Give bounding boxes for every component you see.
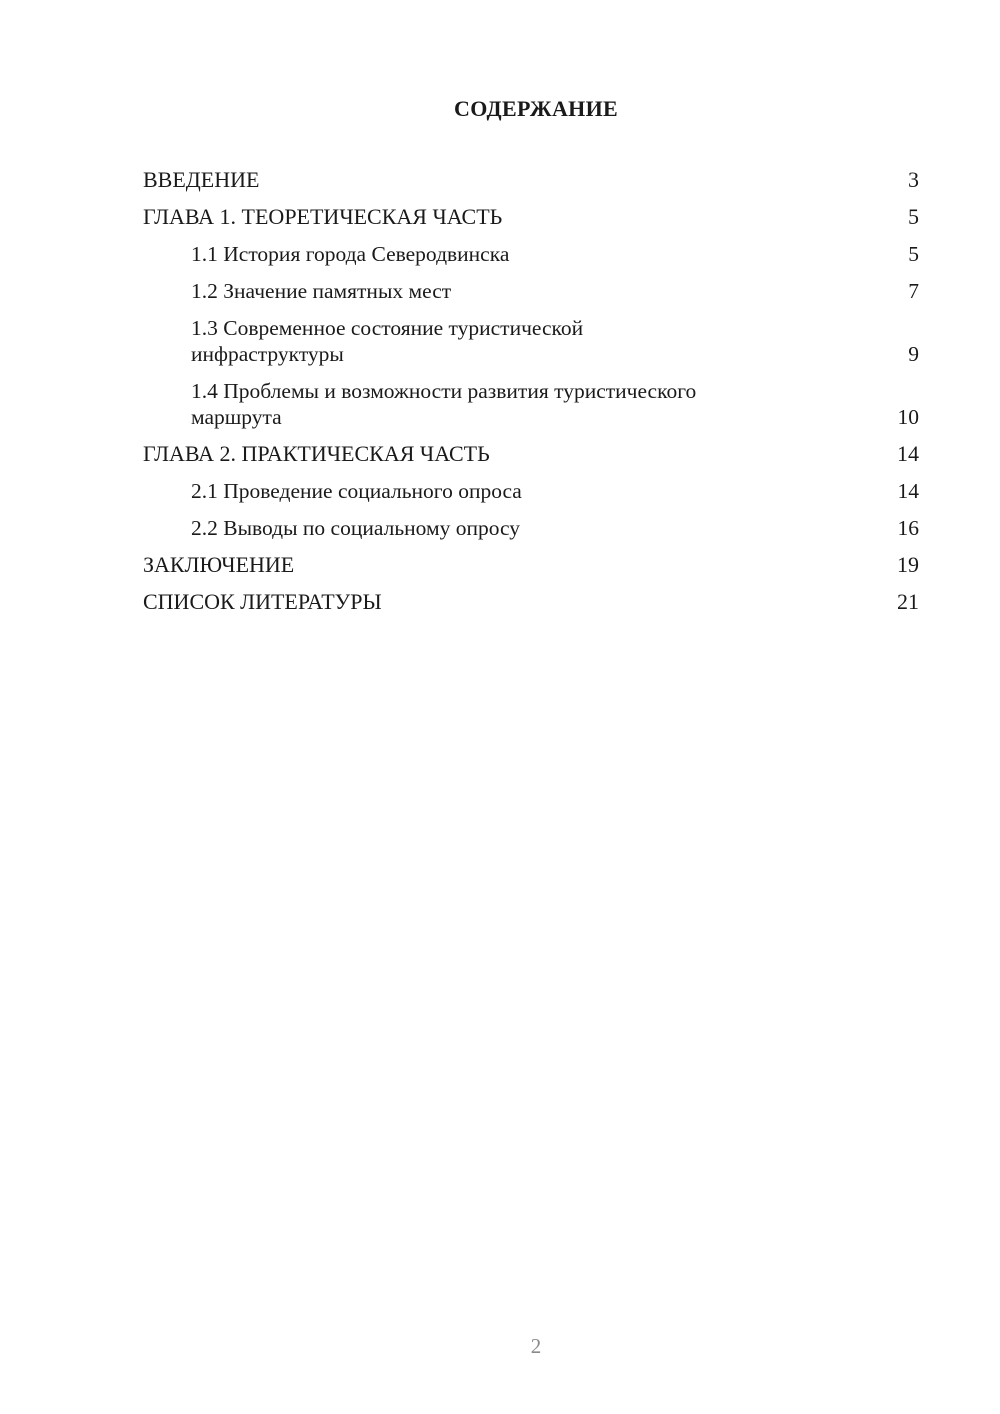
page-title: СОДЕРЖАНИЕ — [454, 96, 618, 121]
toc-entry-page: 10 — [897, 405, 919, 429]
toc-entry-page: 16 — [897, 516, 919, 540]
toc-entry-label: СПИСОК ЛИТЕРАТУРЫ — [143, 589, 382, 614]
toc-entry-page: 3 — [908, 167, 919, 192]
page-number: 2 — [530, 1334, 542, 1358]
toc-entry-section-2-2[interactable] — [143, 515, 919, 541]
toc-entry-section-1-4[interactable] — [143, 378, 919, 430]
toc-entry-label: 1.4 Проблемы и возможности развития туристического маршрута — [191, 379, 697, 429]
toc-entry-page: 7 — [908, 279, 919, 303]
toc-entry-label: ЗАКЛЮЧЕНИЕ — [143, 552, 295, 577]
toc-entry-chapter-1[interactable] — [143, 204, 919, 230]
toc-entry-page: 14 — [897, 441, 919, 466]
toc-entry-bibliography[interactable] — [143, 589, 919, 615]
toc-entry-page: 14 — [897, 479, 919, 503]
toc-entry-label: 2.1 Проведение социального опроса — [191, 479, 522, 503]
toc-entry-page: 5 — [908, 242, 919, 266]
toc-entry-label: 2.2 Выводы по социальному опросу — [191, 516, 521, 540]
toc-entry-section-1-2[interactable] — [143, 278, 919, 304]
toc-entry-page: 19 — [897, 552, 919, 577]
toc-entry-chapter-2[interactable] — [143, 441, 919, 467]
toc-entry-label: 1.3 Современное состояние туристической инфраструктуры — [191, 316, 584, 366]
toc-entry-section-1-3[interactable] — [143, 315, 919, 367]
toc-entry-label: 1.2 Значение памятных мест — [191, 279, 452, 303]
toc-entry-page: 9 — [908, 342, 919, 366]
toc-entry-label: ВВЕДЕНИЕ — [143, 167, 260, 192]
toc-entry-page: 21 — [897, 589, 919, 614]
toc-entry-section-2-1[interactable] — [143, 478, 919, 504]
toc-entry-conclusion[interactable] — [143, 552, 919, 578]
toc-entry-label: 1.1 История города Северодвинска — [191, 242, 510, 266]
toc-entry-page: 5 — [908, 204, 919, 229]
toc-entry-label: ГЛАВА 1. ТЕОРЕТИЧЕСКАЯ ЧАСТЬ — [143, 204, 503, 229]
table-of-contents — [143, 167, 919, 626]
toc-entry-label: ГЛАВА 2. ПРАКТИЧЕСКАЯ ЧАСТЬ — [143, 441, 490, 466]
toc-entry-section-1-1[interactable] — [143, 241, 919, 267]
toc-entry-introduction[interactable] — [143, 167, 919, 193]
